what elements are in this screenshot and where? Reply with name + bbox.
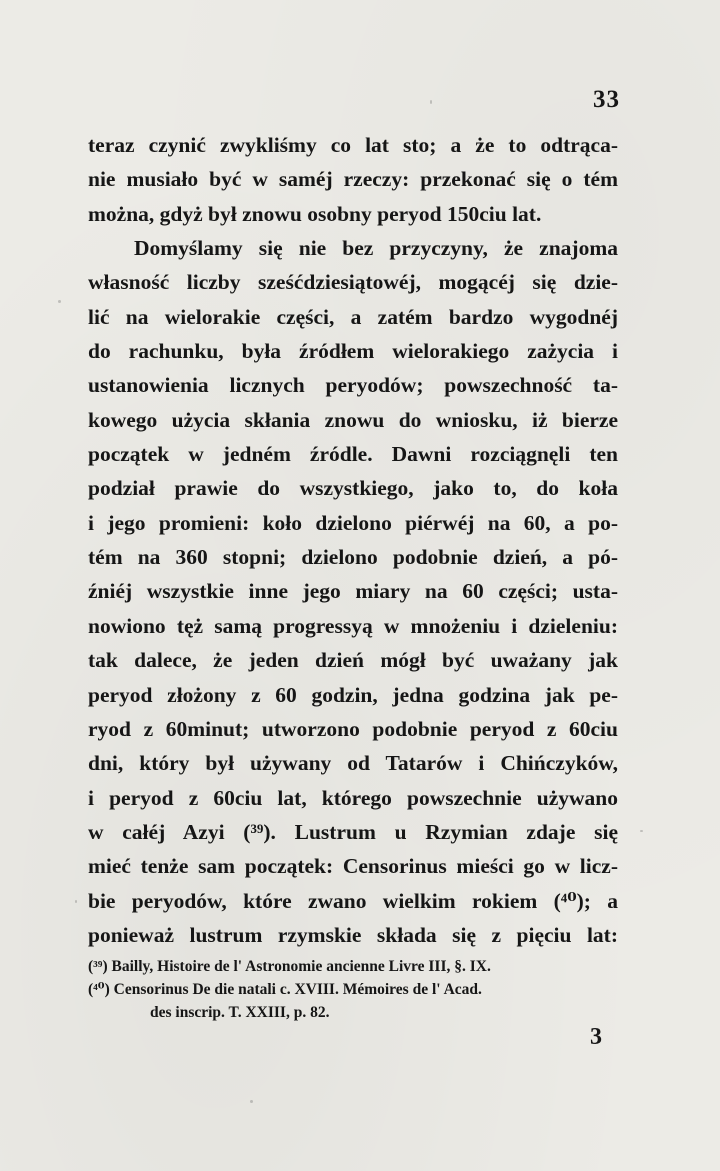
paper-speck [640,830,643,832]
text-line: nowiono tęż samą progressyą w mnożeniu i dzieleniu: [88,613,618,638]
signature-mark: 3 [590,1024,602,1050]
footnote-40: (⁴⁰) Censorinus De die natali c. XVIII. Mémoires de l' Acad. [88,981,482,998]
footnote-39: (³⁹) Bailly, Histoire de l' Astronomie ancienne Livre III, §. IX. [88,958,491,975]
text-line: ponieważ lustrum rzymskie składa się z pięciu lat: [88,922,618,947]
text-line: peryod złożony z 60 godzin, jedna godzina jak pe- [88,682,618,707]
text-line: i peryod z 60ciu lat, którego powszechnie używano [88,785,618,810]
text-line: tém na 360 stopni; dzielono podobnie dzień, a pó- [88,545,618,570]
text-line: Domyślamy się nie bez przyczyny, że znajoma [134,236,618,261]
text-line: ustanowienia licznych peryodów; powszechność ta- [88,373,618,398]
text-line: dni, który był używany od Tatarów i Chińczyków, [88,751,618,776]
text-line: można, gdyż był znowu osobny peryod 150ciu lat. [88,201,542,226]
body-text [88,128,618,952]
text-line: teraz czynić zwykliśmy co lat sto; a że to odtrąca- [88,133,618,157]
text-line: i jego promieni: koło dzielono piérwéj na 60, a po- [88,510,618,535]
text-line: mieć tenże sam początek: Censorinus mieści go w licz- [88,854,618,879]
text-line: początek w jedném źródle. Dawni rozciągnęli ten [88,442,618,467]
paper-speck [58,300,61,303]
footnotes [88,955,618,1024]
text-line: lić na wielorakie części, a zatém bardzo wygodnéj [88,304,618,329]
footnote-40-continuation: des inscrip. T. XXIII, p. 82. [150,1004,330,1021]
text-line: w całéj Azyi (³⁹). Lustrum u Rzymian zdaje się [88,819,618,844]
paper-speck [75,900,77,903]
text-line: własność liczby sześćdziesiątowéj, mogącéj się dzie- [88,270,618,295]
text-line: ryod z 60minut; utworzono podobnie peryod z 60ciu [88,716,618,741]
paper-speck [430,100,432,104]
text-line: nie musiało być w saméj rzeczy: przekonać się o tém [88,167,618,192]
paper-speck [250,1100,253,1103]
text-line: podział prawie do wszystkiego, jako to, do koła [88,476,618,501]
page-number: 33 [593,86,620,113]
text-line: źniéj wszystkie inne jego miary na 60 części; usta- [88,579,618,604]
text-line: do rachunku, była źródłem wielorakiego zażycia i [88,339,618,364]
text-line: tak dalece, że jeden dzień mógł być uważany jak [88,648,618,673]
text-line: kowego użycia skłania znowu do wniosku, iż bierze [88,407,618,432]
text-line: bie peryodów, które zwano wielkim rokiem (⁴⁰); a [88,888,618,913]
